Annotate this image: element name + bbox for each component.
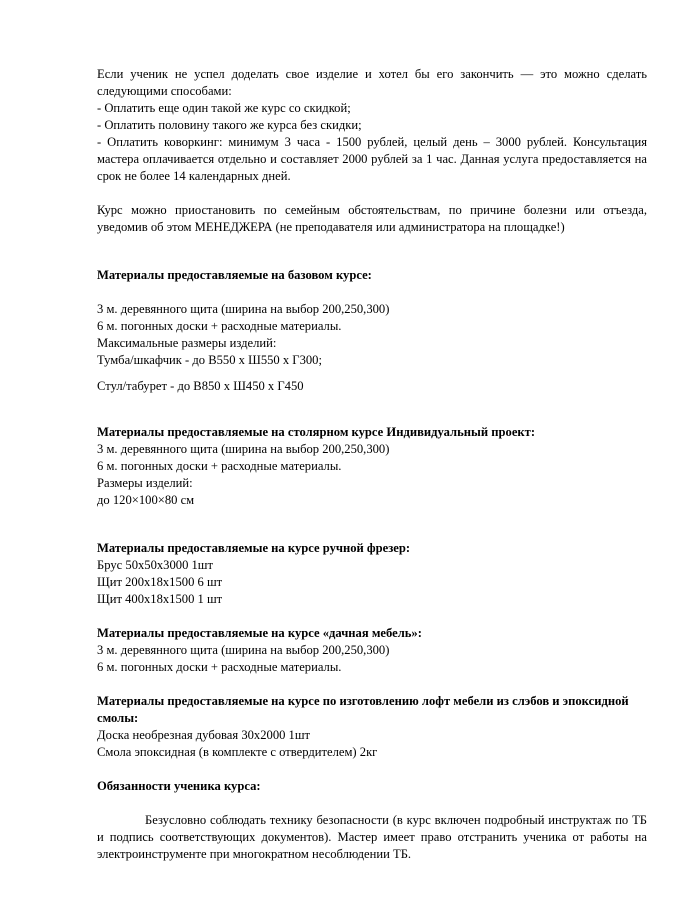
individual-line: до 120×100×80 см <box>97 493 195 507</box>
base-line: 3 м. деревянного щита (ширина на выбор 200,250,300) <box>97 302 390 316</box>
router-line: Брус 50х50х3000 1шт <box>97 558 214 572</box>
spacer <box>97 395 647 424</box>
section-heading-dacha-course: Материалы предоставляемые на курсе «дачная мебель»: <box>97 626 422 640</box>
intro-paragraph: Если ученик не успел доделать свое изделие и хотел бы его закончить — это можно сделать следующими способами: <box>97 67 647 98</box>
section-heading-individual-course: Материалы предоставляемые на столярном курсе Индивидуальный проект: <box>97 425 536 439</box>
section-heading-loft-course: Материалы предоставляемые на курсе по изготовлению лофт мебели из слэбов и эпоксидной смолы: <box>97 694 629 725</box>
router-line: Щит 200х18х1500 6 шт <box>97 575 223 589</box>
individual-line: 3 м. деревянного щита (ширина на выбор 200,250,300) <box>97 442 390 456</box>
loft-line: Доска необрезная дубовая 30х2000 1шт <box>97 728 311 742</box>
duties-paragraph: Безусловно соблюдать технику безопасности (в курс включен подробный инструктаж по ТБ и подпись соответствующих документов). Мастер имеет право отстранить ученика от работы на электроинструменте при многократном несоблюдении ТБ. <box>97 813 647 861</box>
router-line: Щит 400х18х1500 1 шт <box>97 592 223 606</box>
dacha-line: 3 м. деревянного щита (ширина на выбор 200,250,300) <box>97 643 390 657</box>
base-line: 6 м. погонных доски + расходные материалы. <box>97 319 342 333</box>
spacer <box>97 509 647 540</box>
spacer <box>97 676 647 693</box>
base-line: Стул/табурет - до В850 х Ш450 х Г450 <box>97 379 304 393</box>
option-coworking: - Оплатить коворкинг: минимум 3 часа - 1500 рублей, целый день – 3000 рублей. Консультация мастера оплачивается отдельно и составляет 2000 рублей за 1 час. Данная услуга предоставляется на срок не более 14 календарных дней. <box>97 135 647 183</box>
document-page <box>97 66 647 863</box>
individual-line: Размеры изделий: <box>97 476 193 490</box>
option-discount: - Оплатить еще один такой же курс со скидкой; <box>97 101 351 115</box>
base-line: Тумба/шкафчик - до В550 х Ш550 х Г300; <box>97 353 322 367</box>
section-heading-duties: Обязанности ученика курса: <box>97 779 261 793</box>
spacer <box>97 795 647 812</box>
option-half-price: - Оплатить половину такого же курса без скидки; <box>97 118 362 132</box>
loft-line: Смола эпоксидная (в комплекте с отвердителем) 2кг <box>97 745 378 759</box>
section-heading-router-course: Материалы предоставляемые на курсе ручной фрезер: <box>97 541 411 555</box>
spacer <box>97 369 647 378</box>
spacer <box>97 236 647 267</box>
section-heading-base-course: Материалы предоставляемые на базовом курсе: <box>97 268 372 282</box>
spacer <box>97 761 647 778</box>
spacer <box>97 284 647 301</box>
spacer <box>97 608 647 625</box>
dacha-line: 6 м. погонных доски + расходные материалы. <box>97 660 342 674</box>
spacer <box>97 185 647 202</box>
suspend-paragraph: Курс можно приостановить по семейным обстоятельствам, по причине болезни или отъезда, уведомив об этом МЕНЕДЖЕРА (не преподавателя или администратора на площадке!) <box>97 203 647 234</box>
individual-line: 6 м. погонных доски + расходные материалы. <box>97 459 342 473</box>
base-line: Максимальные размеры изделий: <box>97 336 277 350</box>
